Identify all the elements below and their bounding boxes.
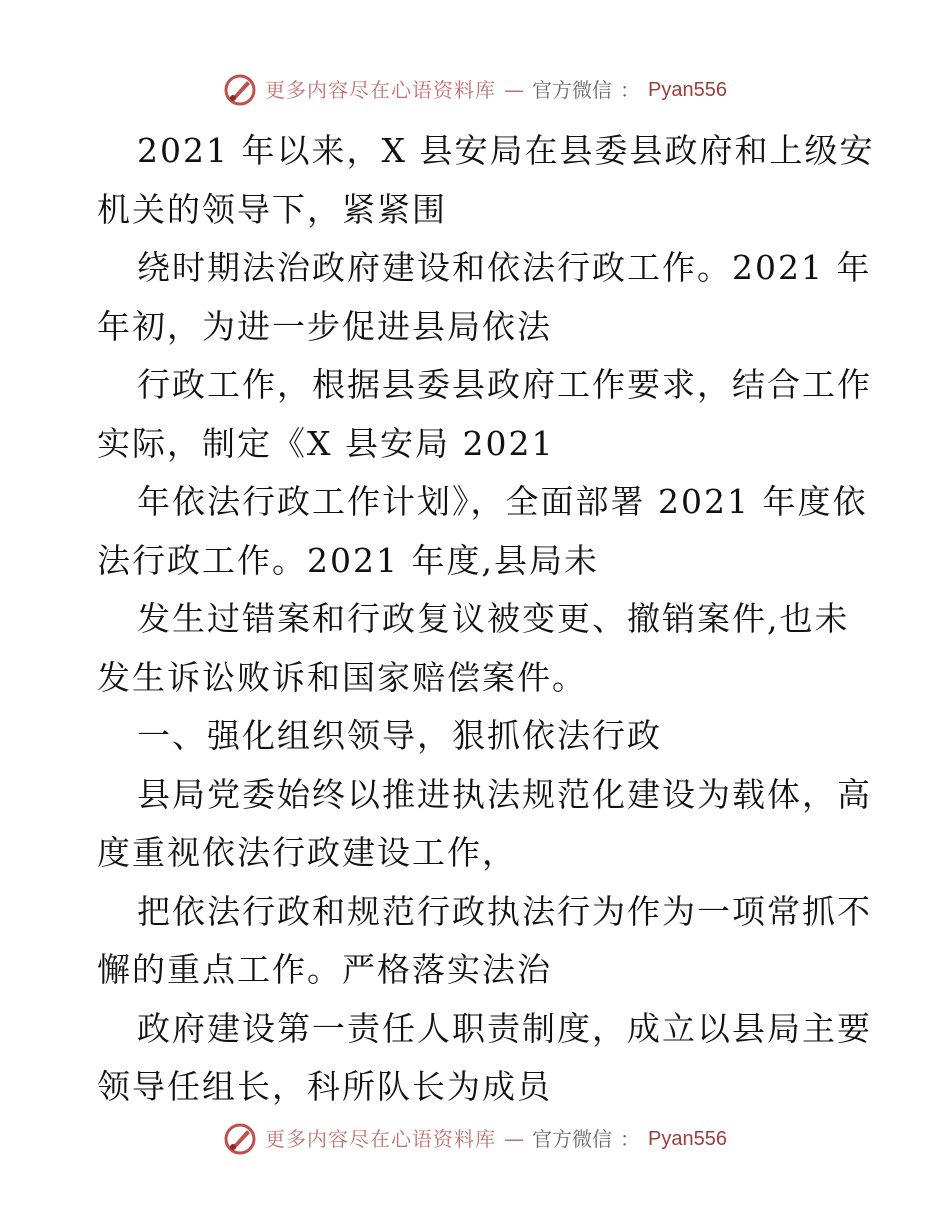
paragraph-line: 年依法行政工作计划》，全面部署 2021 年度依 bbox=[137, 482, 868, 521]
section-heading-text: 一、强化组织领导，狠抓依法行政 bbox=[137, 716, 662, 755]
banner-dash: — bbox=[504, 1127, 525, 1151]
banner-colon: ： bbox=[620, 1127, 641, 1151]
banner-main-text: 更多内容尽在心语资料库 bbox=[265, 1127, 497, 1151]
banner-dash: — bbox=[504, 78, 525, 102]
paragraph-line: 实际，制定《X 县安局 2021 bbox=[97, 423, 555, 463]
document-body bbox=[97, 122, 875, 1117]
brush-logo-icon bbox=[223, 73, 257, 107]
paragraph bbox=[97, 122, 875, 239]
paragraph-line: 度重视依法行政建设工作， bbox=[97, 833, 517, 872]
paragraph-line: 绕时期法治政府建设和依法行政工作。2021 年 bbox=[137, 248, 872, 287]
paragraph-line: 发生诉讼败诉和国家赔偿案件。 bbox=[97, 657, 587, 697]
paragraph-line: 把依法行政和规范行政执法行为作为一项常抓不 bbox=[137, 891, 872, 931]
footer-watermark-banner bbox=[0, 1117, 950, 1161]
paragraph-line: 2021 年以来，X 县安局在县委县政府和上级安 bbox=[137, 131, 875, 170]
paragraph bbox=[97, 766, 872, 883]
header-watermark-banner bbox=[0, 68, 950, 112]
paragraph bbox=[97, 473, 867, 590]
paragraph-line: 懈的重点工作。严格落实法治 bbox=[97, 950, 552, 989]
brush-logo-icon bbox=[223, 1122, 257, 1156]
paragraph-line: 政府建设第一责任人职责制度，成立以县局主要 bbox=[137, 1008, 872, 1048]
banner-main-text: 更多内容尽在心语资料库 bbox=[265, 78, 497, 102]
paragraph bbox=[97, 239, 872, 356]
paragraph bbox=[97, 590, 867, 707]
paragraph-line: 领导任组长，科所队长为成员 bbox=[97, 1067, 552, 1106]
paragraph-line: 机关的领导下，紧紧围 bbox=[97, 189, 447, 229]
banner-wechat-id: Pyan556 bbox=[648, 1128, 727, 1150]
paragraph-line: 行政工作，根据县委县政府工作要求，结合工作 bbox=[137, 365, 872, 404]
paragraph bbox=[97, 356, 872, 473]
paragraph-line: 法行政工作。2021 年度,县局未 bbox=[97, 540, 599, 580]
banner-colon: ： bbox=[620, 78, 641, 102]
banner-wechat-id: Pyan556 bbox=[648, 79, 727, 101]
paragraph-line: 县局党委始终以推进执法规范化建设为载体，高 bbox=[137, 774, 872, 814]
paragraph-line: 发生过错案和行政复议被变更、撤销案件,也未 bbox=[137, 599, 850, 638]
banner-label: 官方微信 bbox=[532, 1127, 613, 1151]
paragraph bbox=[97, 1000, 872, 1117]
banner-label: 官方微信 bbox=[532, 78, 613, 102]
paragraph bbox=[97, 883, 872, 1000]
paragraph-line: 年初，为进一步促进县局依法 bbox=[97, 306, 552, 346]
section-heading bbox=[97, 707, 867, 766]
